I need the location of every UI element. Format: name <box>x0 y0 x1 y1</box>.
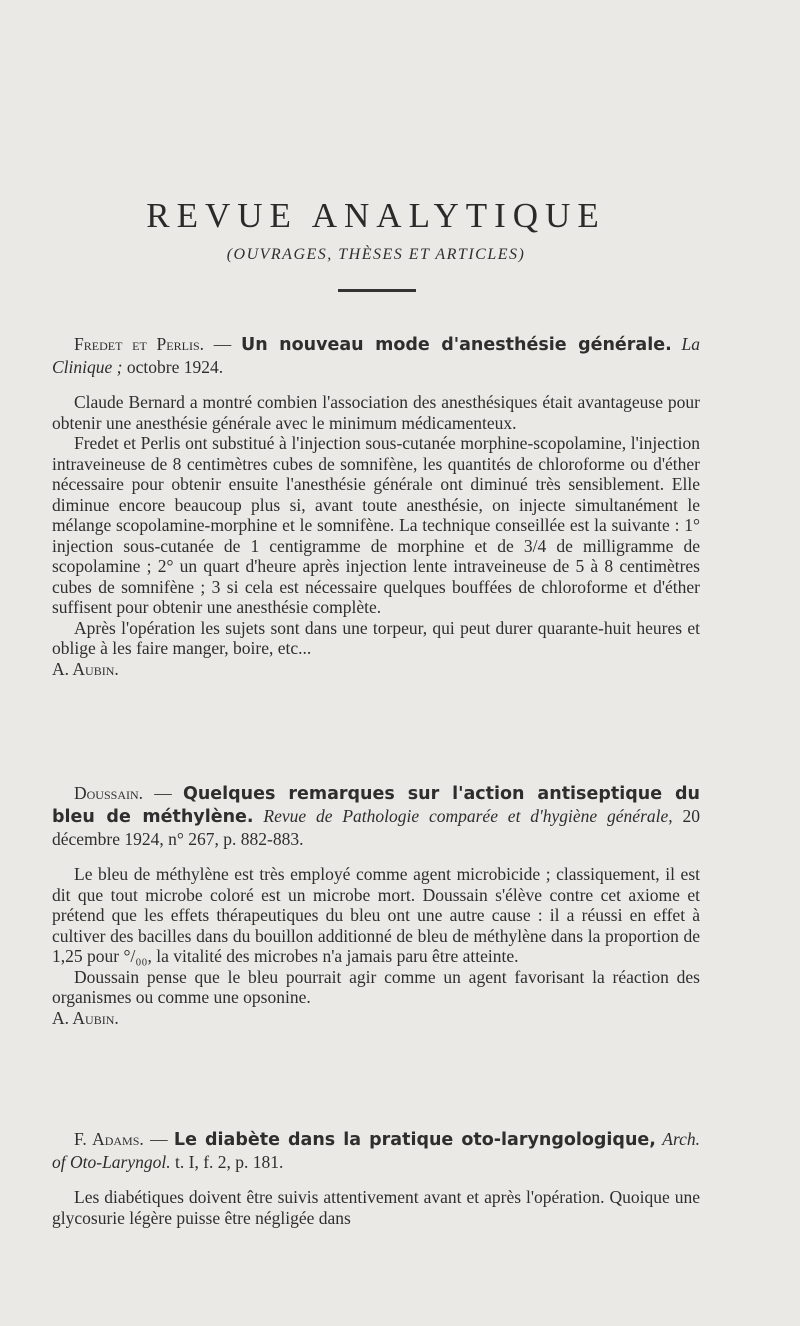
article-1-source: La Clinique ; <box>52 334 700 377</box>
article-1-paragraph-3: Après l'opération les sujets sont dans une torpeur, qui peut durer quarante-huit heures et oblige à les faire manger, boire, etc... <box>52 617 700 658</box>
article-1-paragraph-2: Fredet et Perlis ont substitué à l'injection sous-cutanée morphine-scopolamine, l'injection intraveineuse de 8 centimètres cubes de somnifène, les quantités de chloroforme ou d'éther nécessaire pour obtenir ensuite l'anesthésie générale ont diminué très sensiblement. Elle diminue encore beaucoup plus si, avant toute anesthésie, on injecte simultanément le mélange scopolamine-morphine et le somnifène. La technique conseillée est la suivante : 1° injection sous-cutanée de 1 centigramme de morphine et de 3/4 de milligramme de scopolamine ; 2° un quart d'heure après injection lente intraveineuse de 5 à 8 centimètres cubes de somnifène ; 3 si cela est nécessaire quelques bouffées de chloroforme et d'éther suffisent pour obtenir une anesthésie complète. <box>52 433 700 617</box>
article-1-authors: Fredet et Perlis. <box>74 334 204 354</box>
page-subtitle: (OUVRAGES, THÈSES ET ARTICLES) <box>226 246 526 263</box>
article-1-title: Un nouveau mode d'anesthésie générale. <box>241 335 672 355</box>
article-2-source: Revue de Pathologie comparée et d'hygiène générale, <box>263 806 673 826</box>
article-2-paragraph-1: Le bleu de méthylène est très employé comme agent microbicide ; classiquement, il est dit que tout microbe coloré est un microbe mort. Doussain s'élève contre cet axiome et prétend que les effets thérapeutiques du bleu ont une autre cause : il a réussi en effet à cultiver des bacilles dans du bouillon additionné de bleu de méthylène dans la proportion de 1,25 pour °/₀₀, la vitalité des microbes n'a jamais paru être atteinte. <box>52 864 700 966</box>
article-3-title: Le diabète dans la pratique oto-laryngologique, <box>173 1130 656 1150</box>
article-2-authors: Doussain. <box>74 783 144 803</box>
article-2-source-rest: 20 décembre 1924, n° 267, p. 882-883. <box>52 806 700 849</box>
article-3-source: Arch. of Oto-Laryngol. <box>52 1129 700 1172</box>
article-3-authors: F. Adams. <box>74 1129 144 1149</box>
page-title: REVUE ANALYTIQUE <box>146 196 606 235</box>
article-3-paragraph-1: Les diabétiques doivent être suivis attentivement avant et après l'opération. Quoique une glycosurie légère puisse être négligée dans <box>52 1187 700 1228</box>
article-2-paragraph-2: Doussain pense que le bleu pourrait agir comme un agent favorisant la réaction des organismes ou comme une opsonine. <box>52 966 700 1007</box>
article-2-header <box>52 782 700 850</box>
article-2-dash: — <box>143 783 183 803</box>
title-rule <box>338 289 416 292</box>
article-1-header <box>52 333 700 378</box>
article-2-signature: A. Aubin. <box>52 1007 119 1028</box>
article-1-dash: — <box>204 334 241 354</box>
article-3 <box>52 1128 700 1228</box>
article-3-dash: — <box>143 1129 174 1149</box>
article-1-source-rest: octobre 1924. <box>122 357 224 377</box>
article-2-title: Quelques remarques sur l'action antiseptique du bleu de méthylène. <box>52 784 700 827</box>
article-1 <box>52 333 700 679</box>
article-2 <box>52 782 700 1028</box>
article-1-paragraph-1: Claude Bernard a montré combien l'association des anesthésiques était avantageuse pour obtenir une anesthésie générale avec le minimum médicamenteux. <box>52 392 700 433</box>
article-3-source-rest: t. I, f. 2, p. 181. <box>170 1152 284 1172</box>
article-1-signature: A. Aubin. <box>52 658 119 679</box>
article-3-header <box>52 1128 700 1173</box>
